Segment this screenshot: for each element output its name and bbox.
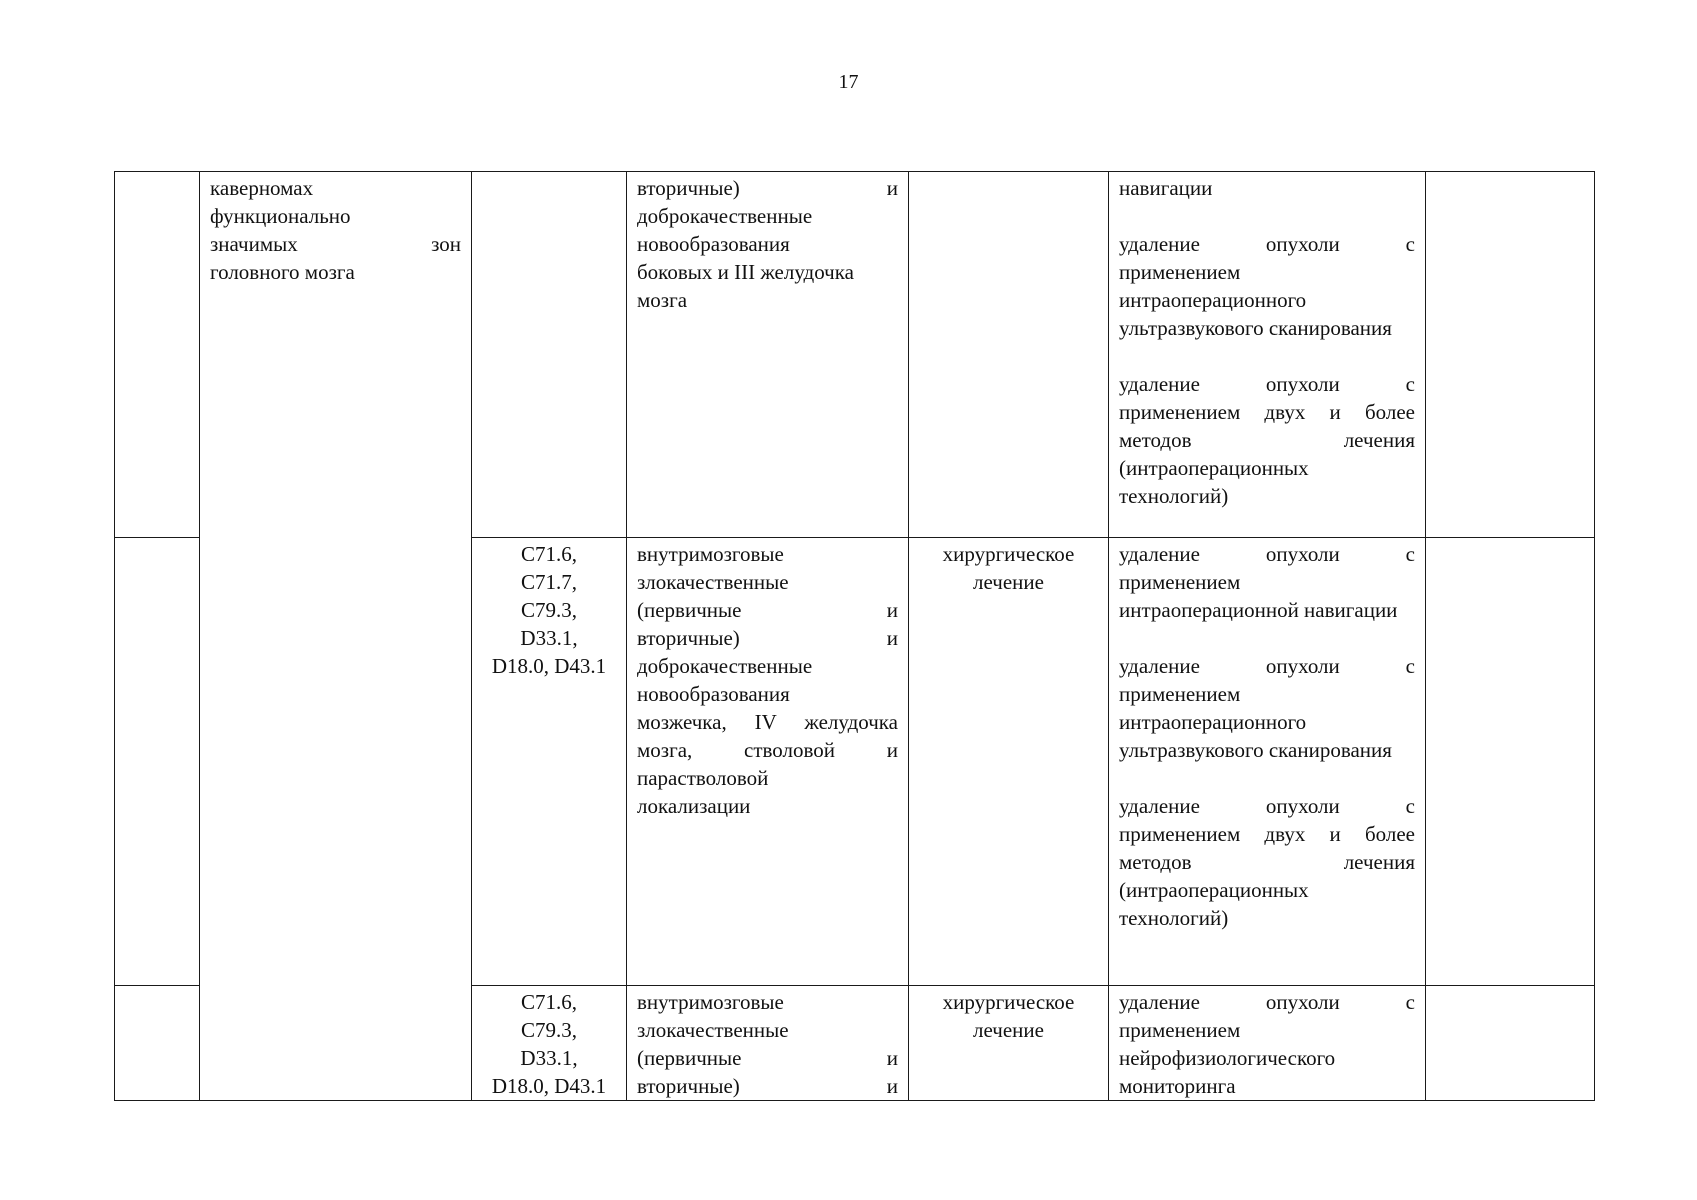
disease-text-line: (первичные и [637,1046,898,1070]
icd-codes-cell [472,538,627,986]
cost-cell [1426,172,1595,538]
treatment-methods-cell [1109,172,1426,538]
treatment-type-cell: хирургическое лечение [909,986,1109,1101]
disease-text-line: мозга, стволовой и [637,738,898,762]
disease-text-line: мозжечка, IV желудочка [637,710,898,734]
row-number-cell [115,172,200,538]
disease-cell [627,986,909,1101]
icd-code-line: C71.6, [520,542,577,566]
cost-cell [1426,986,1595,1101]
disease-cell [627,538,909,986]
treatment-method: удаление опухоли с применением нейрофизиологического мониторинга [1119,990,1415,1098]
disease-text-line: вторичные) и [637,626,898,650]
disease-text-line: внутримозговые [637,990,784,1014]
icd-code-line: D33.1, [520,626,578,650]
treatment-method: удаление опухоли с применением интраоперационной навигации [1119,542,1415,622]
disease-text-line: новообразования [637,232,790,256]
disease-text-line: вторичные) и [637,1074,898,1098]
disease-text-line: злокачественные [637,570,789,594]
disease-text-line: вторичные) и [637,176,898,200]
treatment-method: удаление опухоли с применением двух и более методов лечения (интраоперационных технологий) [1119,372,1415,508]
icd-codes-cell [472,172,627,538]
disease-text-line: мозга [637,288,688,312]
treatment-type-cell [909,172,1109,538]
category-text-line: значимых зон [210,232,461,256]
treatment-method: удаление опухоли с применением интраоперационного ультразвукового сканирования [1119,232,1415,340]
treatment-type-cell: хирургическое лечение [909,538,1109,986]
icd-code-line: D18.0, D43.1 [491,654,607,678]
medical-care-table [114,171,1595,1101]
treatment-method: навигации [1119,176,1213,200]
page-number: 17 [838,71,859,93]
disease-text-line: злокачественные [637,1018,789,1042]
category-text-line: функционально [210,204,351,228]
disease-text-line: (первичные и [637,598,898,622]
icd-code-line: C71.6, [520,990,577,1014]
icd-code-line: D18.0, D43.1 [491,1074,607,1098]
cost-cell [1426,538,1595,986]
disease-cell [627,172,909,538]
category-text-line: головного мозга [210,260,355,284]
icd-code-line: D33.1, [520,1046,578,1070]
icd-codes-cell [472,986,627,1101]
disease-text-line: доброкачественные [637,654,813,678]
category-cell [200,172,472,1101]
table-row [115,172,1595,538]
icd-code-line: C71.7, [520,570,577,594]
disease-text-line: внутримозговые [637,542,784,566]
treatment-methods-cell [1109,538,1426,986]
category-text-line: каверномах [210,176,314,200]
disease-text-line: парастволовой [637,766,769,790]
disease-text-line: локализации [637,794,751,818]
treatment-method: удаление опухоли с применением интраоперационного ультразвукового сканирования [1119,654,1415,762]
icd-code-line: C79.3, [520,1018,577,1042]
icd-code-line: C79.3, [520,598,577,622]
row-number-cell [115,538,200,986]
treatment-methods-cell [1109,986,1426,1101]
disease-text-line: доброкачественные [637,204,813,228]
disease-text-line: боковых и III желудочка [637,260,854,284]
disease-text-line: новообразования [637,682,790,706]
treatment-method: удаление опухоли с применением двух и более методов лечения (интраоперационных технологий) [1119,794,1415,930]
row-number-cell [115,986,200,1101]
